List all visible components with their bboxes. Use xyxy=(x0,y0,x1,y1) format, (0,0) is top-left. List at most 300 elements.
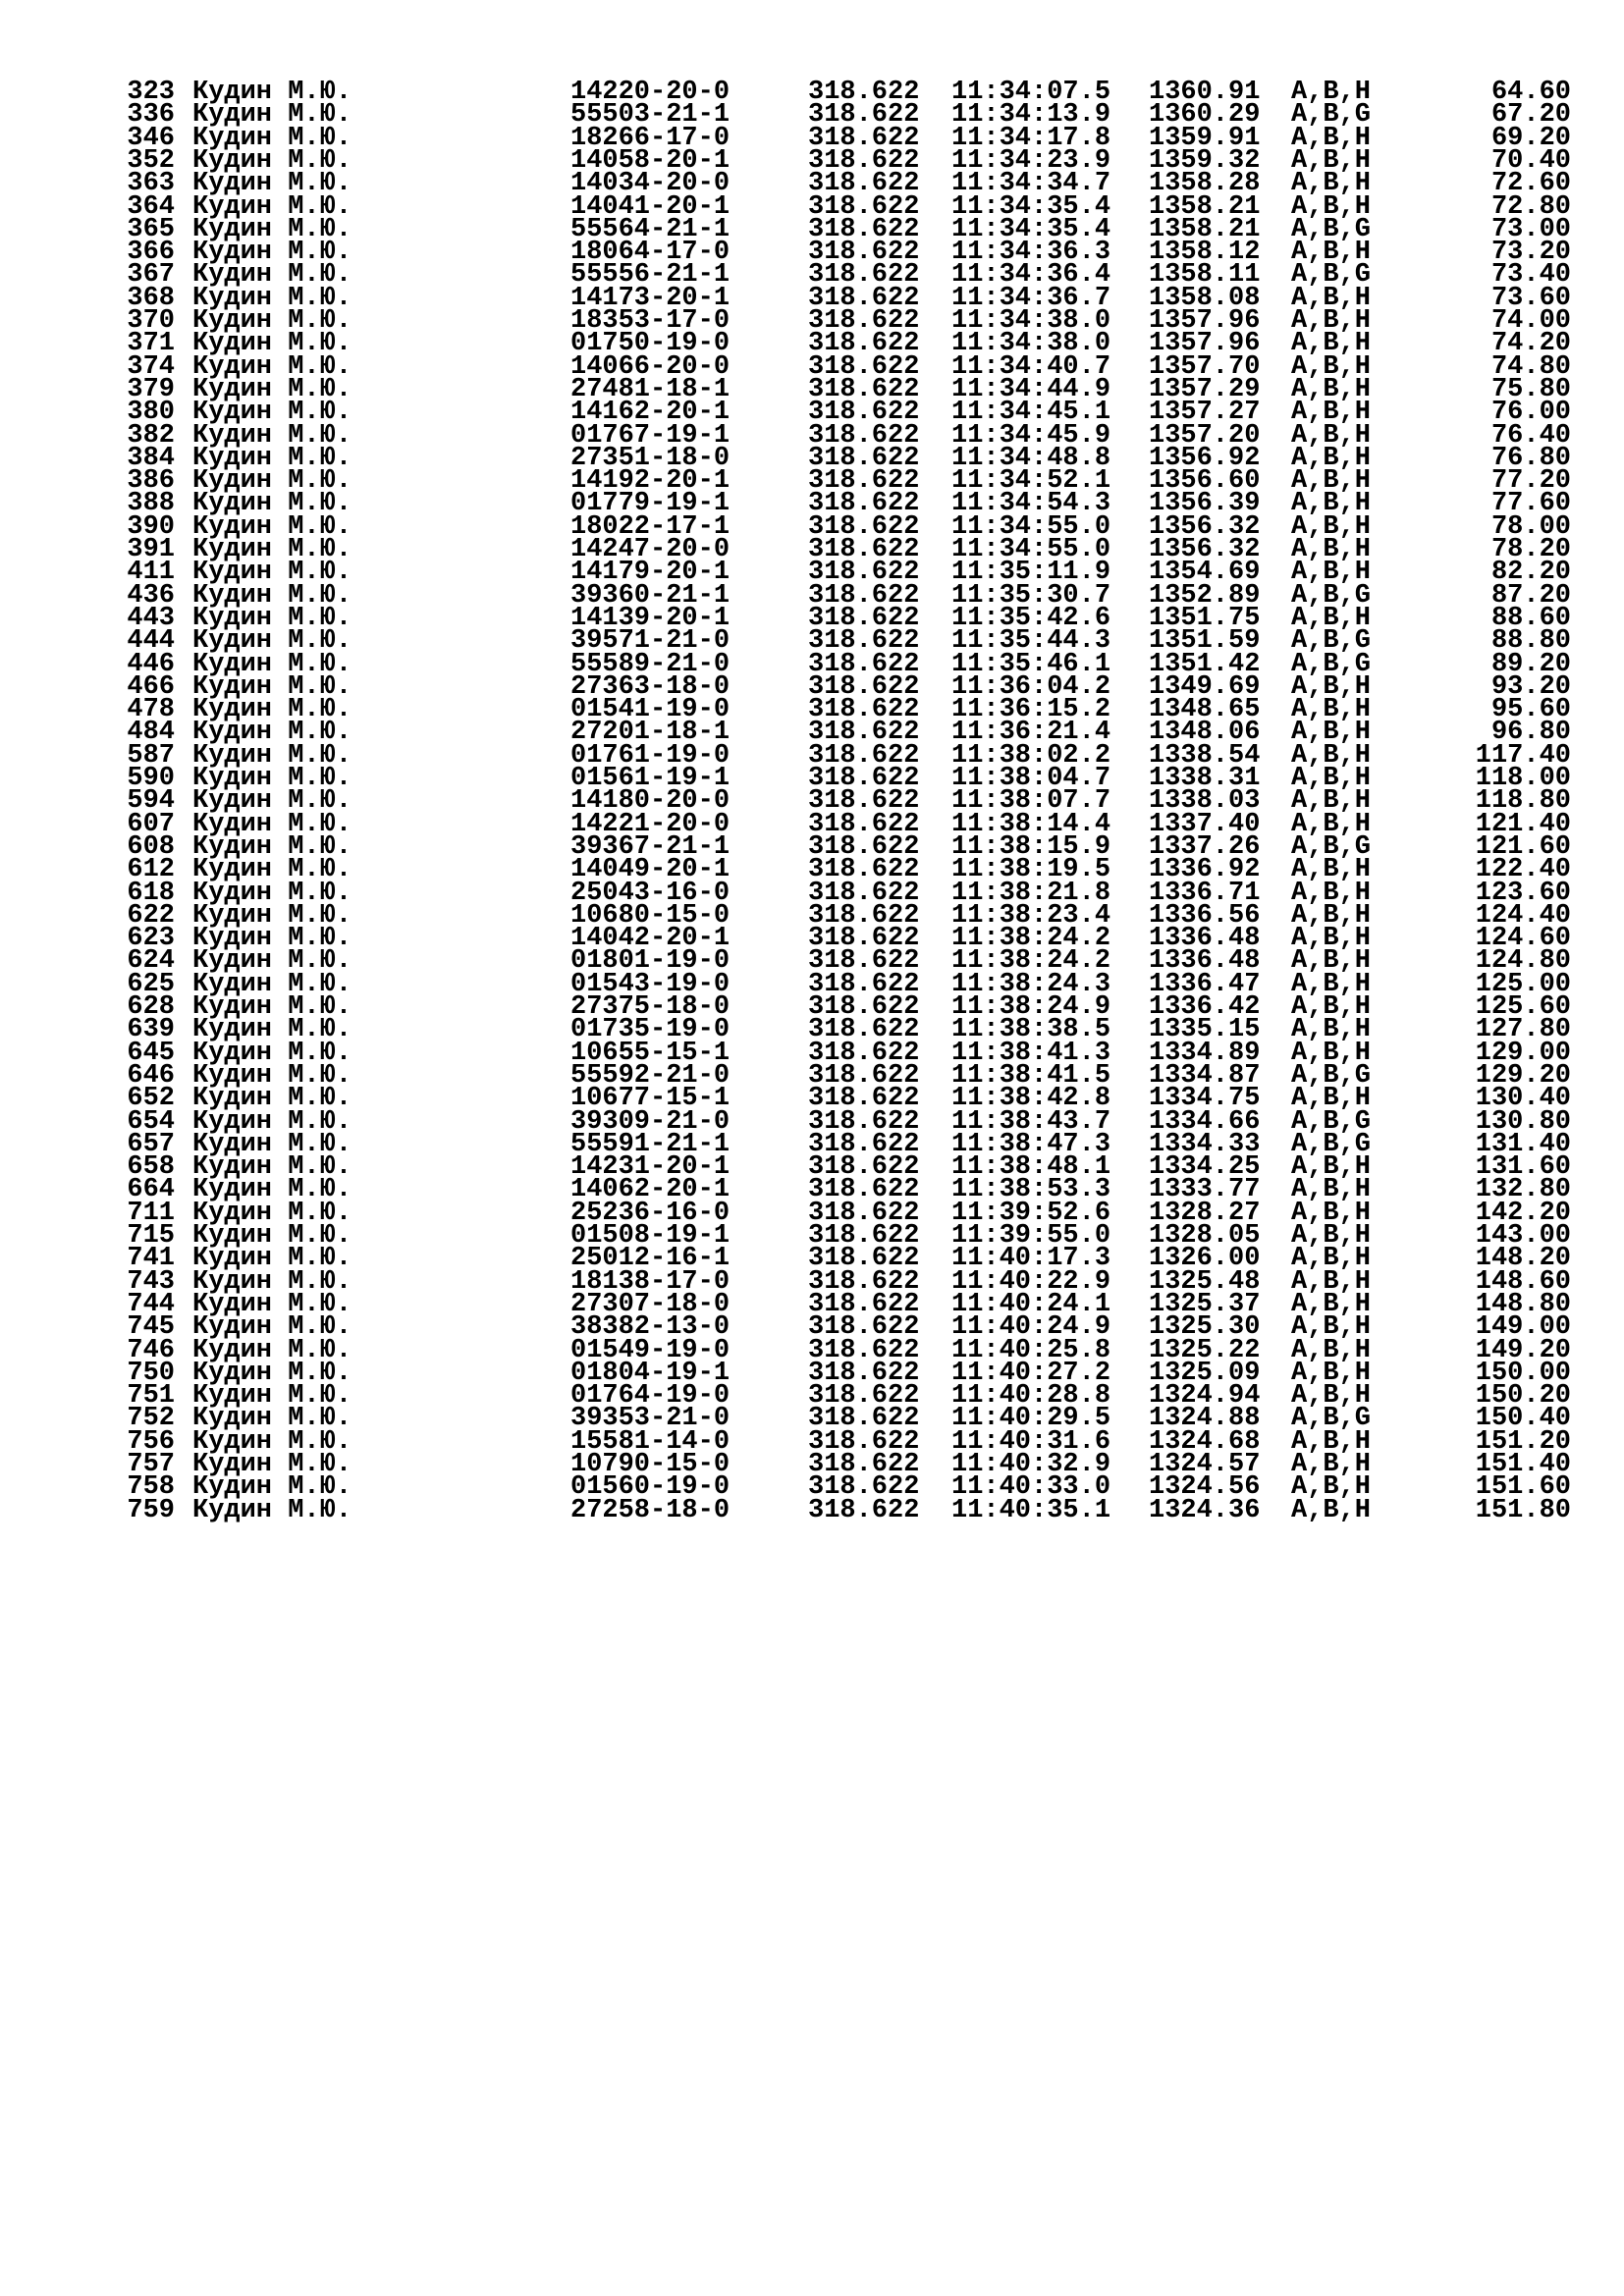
flags: A,B,H xyxy=(1291,1244,1372,1274)
points: 64.60 xyxy=(1490,78,1571,107)
distance: 318.622 xyxy=(808,191,920,222)
entry-number: 758 xyxy=(127,1472,175,1503)
entry-number: 370 xyxy=(127,306,175,336)
flags: A,B,H xyxy=(1291,946,1372,977)
owner-name: Кудин М.Ю. xyxy=(192,100,352,131)
speed: 1324.88 xyxy=(1149,1404,1261,1434)
points: 148.20 xyxy=(1475,1244,1571,1274)
owner-name: Кудин М.Ю. xyxy=(192,489,352,519)
distance: 318.622 xyxy=(808,1106,920,1137)
entry-number: 664 xyxy=(127,1175,175,1205)
entry-number: 436 xyxy=(127,580,175,611)
points: 73.60 xyxy=(1490,283,1571,313)
speed: 1325.30 xyxy=(1149,1312,1261,1343)
bird-id: 39360-21-1 xyxy=(570,580,731,611)
speed: 1336.47 xyxy=(1149,969,1261,999)
entry-number: 594 xyxy=(127,786,175,817)
flags: A,B,H xyxy=(1291,1015,1372,1045)
speed: 1357.20 xyxy=(1149,420,1261,451)
entry-number: 411 xyxy=(127,558,175,588)
owner-name: Кудин М.Ю. xyxy=(192,283,352,313)
points: 130.40 xyxy=(1475,1084,1571,1114)
distance: 318.622 xyxy=(808,1084,920,1114)
bird-id: 14049-20-1 xyxy=(570,855,731,885)
entry-number: 639 xyxy=(127,1015,175,1045)
speed: 1324.94 xyxy=(1149,1381,1261,1412)
owner-name: Кудин М.Ю. xyxy=(192,1106,352,1137)
owner-name: Кудин М.Ю. xyxy=(192,1312,352,1343)
speed: 1348.06 xyxy=(1149,718,1261,748)
points: 143.00 xyxy=(1475,1221,1571,1251)
speed: 1336.48 xyxy=(1149,946,1261,977)
owner-name: Кудин М.Ю. xyxy=(192,855,352,885)
owner-name: Кудин М.Ю. xyxy=(192,740,352,771)
points: 151.80 xyxy=(1475,1495,1571,1525)
owner-name: Кудин М.Ю. xyxy=(192,1335,352,1365)
points: 148.60 xyxy=(1475,1266,1571,1297)
speed: 1328.27 xyxy=(1149,1198,1261,1228)
bird-id: 27351-18-0 xyxy=(570,443,731,473)
flags: A,B,H xyxy=(1291,443,1372,473)
distance: 318.622 xyxy=(808,558,920,588)
arrival-time: 11:39:52.6 xyxy=(951,1198,1111,1228)
arrival-time: 11:38:24.2 xyxy=(951,946,1111,977)
bird-id: 14173-20-1 xyxy=(570,283,731,313)
bird-id: 01560-19-0 xyxy=(570,1472,731,1503)
speed: 1351.75 xyxy=(1149,603,1261,633)
distance: 318.622 xyxy=(808,306,920,336)
distance: 318.622 xyxy=(808,878,920,908)
flags: A,B,H xyxy=(1291,809,1372,839)
bird-id: 25236-16-0 xyxy=(570,1198,731,1228)
bird-id: 55591-21-1 xyxy=(570,1129,731,1159)
speed: 1360.91 xyxy=(1149,78,1261,107)
speed: 1335.15 xyxy=(1149,1015,1261,1045)
speed: 1334.33 xyxy=(1149,1129,1261,1159)
entry-number: 352 xyxy=(127,145,175,176)
bird-id: 14042-20-1 xyxy=(570,924,731,954)
arrival-time: 11:34:38.0 xyxy=(951,329,1111,359)
distance: 318.622 xyxy=(808,1266,920,1297)
arrival-time: 11:40:35.1 xyxy=(951,1495,1111,1525)
points: 82.20 xyxy=(1490,558,1571,588)
points: 78.00 xyxy=(1490,511,1571,542)
owner-name: Кудин М.Ю. xyxy=(192,443,352,473)
entry-number: 658 xyxy=(127,1152,175,1183)
speed: 1334.25 xyxy=(1149,1152,1261,1183)
distance: 318.622 xyxy=(808,580,920,611)
bird-id: 14221-20-0 xyxy=(570,809,731,839)
arrival-time: 11:34:55.0 xyxy=(951,511,1111,542)
points: 131.60 xyxy=(1475,1152,1571,1183)
distance: 318.622 xyxy=(808,489,920,519)
flags: A,B,G xyxy=(1291,1060,1372,1091)
bird-id: 14034-20-0 xyxy=(570,169,731,199)
points: 88.60 xyxy=(1490,603,1571,633)
owner-name: Кудин М.Ю. xyxy=(192,1472,352,1503)
entry-number: 444 xyxy=(127,626,175,657)
flags: A,B,H xyxy=(1291,535,1372,564)
flags: A,B,H xyxy=(1291,718,1372,748)
points: 150.00 xyxy=(1475,1358,1571,1388)
owner-name: Кудин М.Ю. xyxy=(192,466,352,497)
owner-name: Кудин М.Ю. xyxy=(192,603,352,633)
entry-number: 612 xyxy=(127,855,175,885)
points: 76.40 xyxy=(1490,420,1571,451)
owner-name: Кудин М.Ю. xyxy=(192,764,352,793)
owner-name: Кудин М.Ю. xyxy=(192,969,352,999)
flags: A,B,H xyxy=(1291,603,1372,633)
arrival-time: 11:38:14.4 xyxy=(951,809,1111,839)
entry-number: 484 xyxy=(127,718,175,748)
entry-number: 624 xyxy=(127,946,175,977)
arrival-time: 11:40:27.2 xyxy=(951,1358,1111,1388)
points: 124.60 xyxy=(1475,924,1571,954)
speed: 1334.87 xyxy=(1149,1060,1261,1091)
speed: 1337.40 xyxy=(1149,809,1261,839)
points: 73.20 xyxy=(1490,238,1571,268)
bird-id: 25043-16-0 xyxy=(570,878,731,908)
distance: 318.622 xyxy=(808,78,920,107)
arrival-time: 11:38:48.1 xyxy=(951,1152,1111,1183)
flags: A,B,H xyxy=(1291,511,1372,542)
points: 74.00 xyxy=(1490,306,1571,336)
bird-id: 14058-20-1 xyxy=(570,145,731,176)
owner-name: Кудин М.Ю. xyxy=(192,1084,352,1114)
bird-id: 18353-17-0 xyxy=(570,306,731,336)
distance: 318.622 xyxy=(808,924,920,954)
flags: A,B,H xyxy=(1291,1289,1372,1319)
points: 77.60 xyxy=(1490,489,1571,519)
bird-id: 10790-15-0 xyxy=(570,1450,731,1479)
result-row xyxy=(0,1494,1624,1527)
entry-number: 587 xyxy=(127,740,175,771)
arrival-time: 11:35:30.7 xyxy=(951,580,1111,611)
points: 129.20 xyxy=(1475,1060,1571,1091)
arrival-time: 11:38:02.2 xyxy=(951,740,1111,771)
owner-name: Кудин М.Ю. xyxy=(192,671,352,702)
entry-number: 711 xyxy=(127,1198,175,1228)
bird-id: 27363-18-0 xyxy=(570,671,731,702)
bird-id: 14066-20-0 xyxy=(570,351,731,382)
speed: 1325.22 xyxy=(1149,1335,1261,1365)
owner-name: Кудин М.Ю. xyxy=(192,1495,352,1525)
points: 123.60 xyxy=(1475,878,1571,908)
bird-id: 27201-18-1 xyxy=(570,718,731,748)
points: 127.80 xyxy=(1475,1015,1571,1045)
flags: A,B,H xyxy=(1291,466,1372,497)
bird-id: 01779-19-1 xyxy=(570,489,731,519)
points: 73.40 xyxy=(1490,260,1571,291)
arrival-time: 11:38:23.4 xyxy=(951,900,1111,931)
entry-number: 364 xyxy=(127,191,175,222)
bird-id: 14220-20-0 xyxy=(570,78,731,107)
arrival-time: 11:40:29.5 xyxy=(951,1404,1111,1434)
flags: A,B,G xyxy=(1291,1129,1372,1159)
flags: A,B,H xyxy=(1291,1084,1372,1114)
bird-id: 01541-19-0 xyxy=(570,695,731,725)
bird-id: 10655-15-1 xyxy=(570,1038,731,1068)
distance: 318.622 xyxy=(808,695,920,725)
flags: A,B,H xyxy=(1291,855,1372,885)
owner-name: Кудин М.Ю. xyxy=(192,1015,352,1045)
owner-name: Кудин М.Ю. xyxy=(192,1450,352,1479)
arrival-time: 11:35:42.6 xyxy=(951,603,1111,633)
arrival-time: 11:34:44.9 xyxy=(951,374,1111,404)
entry-number: 746 xyxy=(127,1335,175,1365)
distance: 318.622 xyxy=(808,1244,920,1274)
flags: A,B,H xyxy=(1291,740,1372,771)
bird-id: 01543-19-0 xyxy=(570,969,731,999)
bird-id: 14180-20-0 xyxy=(570,786,731,817)
speed: 1334.75 xyxy=(1149,1084,1261,1114)
distance: 318.622 xyxy=(808,1450,920,1479)
distance: 318.622 xyxy=(808,169,920,199)
flags: A,B,H xyxy=(1291,329,1372,359)
owner-name: Кудин М.Ю. xyxy=(192,695,352,725)
speed: 1351.59 xyxy=(1149,626,1261,657)
distance: 318.622 xyxy=(808,1015,920,1045)
arrival-time: 11:34:36.4 xyxy=(951,260,1111,291)
entry-number: 646 xyxy=(127,1060,175,1091)
bird-id: 18138-17-0 xyxy=(570,1266,731,1297)
arrival-time: 11:38:21.8 xyxy=(951,878,1111,908)
flags: A,B,H xyxy=(1291,374,1372,404)
owner-name: Кудин М.Ю. xyxy=(192,831,352,862)
bird-id: 01750-19-0 xyxy=(570,329,731,359)
entry-number: 628 xyxy=(127,992,175,1022)
distance: 318.622 xyxy=(808,946,920,977)
entry-number: 346 xyxy=(127,123,175,153)
distance: 318.622 xyxy=(808,740,920,771)
entry-number: 745 xyxy=(127,1312,175,1343)
bird-id: 01561-19-1 xyxy=(570,764,731,793)
bird-id: 01761-19-0 xyxy=(570,740,731,771)
speed: 1336.42 xyxy=(1149,992,1261,1022)
points: 121.40 xyxy=(1475,809,1571,839)
distance: 318.622 xyxy=(808,1426,920,1457)
arrival-time: 11:34:54.3 xyxy=(951,489,1111,519)
bird-id: 18022-17-1 xyxy=(570,511,731,542)
distance: 318.622 xyxy=(808,718,920,748)
arrival-time: 11:36:21.4 xyxy=(951,718,1111,748)
bird-id: 27481-18-1 xyxy=(570,374,731,404)
flags: A,B,H xyxy=(1291,924,1372,954)
speed: 1351.42 xyxy=(1149,649,1261,679)
owner-name: Кудин М.Ю. xyxy=(192,374,352,404)
flags: A,B,G xyxy=(1291,214,1372,244)
owner-name: Кудин М.Ю. xyxy=(192,992,352,1022)
entry-number: 388 xyxy=(127,489,175,519)
arrival-time: 11:38:15.9 xyxy=(951,831,1111,862)
arrival-time: 11:38:38.5 xyxy=(951,1015,1111,1045)
entry-number: 443 xyxy=(127,603,175,633)
distance: 318.622 xyxy=(808,420,920,451)
owner-name: Кудин М.Ю. xyxy=(192,1129,352,1159)
bird-id: 01764-19-0 xyxy=(570,1381,731,1412)
entry-number: 625 xyxy=(127,969,175,999)
bird-id: 14192-20-1 xyxy=(570,466,731,497)
points: 149.00 xyxy=(1475,1312,1571,1343)
speed: 1324.36 xyxy=(1149,1495,1261,1525)
points: 117.40 xyxy=(1475,740,1571,771)
points: 150.20 xyxy=(1475,1381,1571,1412)
owner-name: Кудин М.Ю. xyxy=(192,1358,352,1388)
arrival-time: 11:38:41.5 xyxy=(951,1060,1111,1091)
bird-id: 55503-21-1 xyxy=(570,100,731,131)
entry-number: 386 xyxy=(127,466,175,497)
speed: 1336.48 xyxy=(1149,924,1261,954)
points: 74.80 xyxy=(1490,351,1571,382)
speed: 1324.57 xyxy=(1149,1450,1261,1479)
owner-name: Кудин М.Ю. xyxy=(192,351,352,382)
points: 122.40 xyxy=(1475,855,1571,885)
points: 88.80 xyxy=(1490,626,1571,657)
flags: A,B,H xyxy=(1291,764,1372,793)
arrival-time: 11:36:15.2 xyxy=(951,695,1111,725)
arrival-time: 11:35:44.3 xyxy=(951,626,1111,657)
distance: 318.622 xyxy=(808,283,920,313)
speed: 1338.54 xyxy=(1149,740,1261,771)
owner-name: Кудин М.Ю. xyxy=(192,191,352,222)
arrival-time: 11:34:07.5 xyxy=(951,78,1111,107)
arrival-time: 11:34:35.4 xyxy=(951,214,1111,244)
owner-name: Кудин М.Ю. xyxy=(192,558,352,588)
points: 132.80 xyxy=(1475,1175,1571,1205)
flags: A,B,H xyxy=(1291,878,1372,908)
arrival-time: 11:34:36.7 xyxy=(951,283,1111,313)
speed: 1357.27 xyxy=(1149,398,1261,428)
entry-number: 623 xyxy=(127,924,175,954)
speed: 1324.56 xyxy=(1149,1472,1261,1503)
speed: 1338.31 xyxy=(1149,764,1261,793)
arrival-time: 11:40:25.8 xyxy=(951,1335,1111,1365)
arrival-time: 11:40:32.9 xyxy=(951,1450,1111,1479)
distance: 318.622 xyxy=(808,671,920,702)
arrival-time: 11:40:28.8 xyxy=(951,1381,1111,1412)
speed: 1326.00 xyxy=(1149,1244,1261,1274)
speed: 1354.69 xyxy=(1149,558,1261,588)
flags: A,B,H xyxy=(1291,123,1372,153)
speed: 1357.29 xyxy=(1149,374,1261,404)
speed: 1325.09 xyxy=(1149,1358,1261,1388)
flags: A,B,H xyxy=(1291,1335,1372,1365)
points: 142.20 xyxy=(1475,1198,1571,1228)
arrival-time: 11:34:48.8 xyxy=(951,443,1111,473)
points: 67.20 xyxy=(1490,100,1571,131)
speed: 1325.37 xyxy=(1149,1289,1261,1319)
arrival-time: 11:34:34.7 xyxy=(951,169,1111,199)
flags: A,B,H xyxy=(1291,1175,1372,1205)
owner-name: Кудин М.Ю. xyxy=(192,78,352,107)
owner-name: Кудин М.Ю. xyxy=(192,1244,352,1274)
flags: A,B,H xyxy=(1291,1266,1372,1297)
distance: 318.622 xyxy=(808,238,920,268)
speed: 1356.60 xyxy=(1149,466,1261,497)
bird-id: 10677-15-1 xyxy=(570,1084,731,1114)
owner-name: Кудин М.Ю. xyxy=(192,123,352,153)
flags: A,B,H xyxy=(1291,1358,1372,1388)
entry-number: 607 xyxy=(127,809,175,839)
flags: A,B,G xyxy=(1291,831,1372,862)
distance: 318.622 xyxy=(808,123,920,153)
entry-number: 654 xyxy=(127,1106,175,1137)
bird-id: 14231-20-1 xyxy=(570,1152,731,1183)
points: 121.60 xyxy=(1475,831,1571,862)
distance: 318.622 xyxy=(808,329,920,359)
owner-name: Кудин М.Ю. xyxy=(192,878,352,908)
arrival-time: 11:34:38.0 xyxy=(951,306,1111,336)
distance: 318.622 xyxy=(808,1335,920,1365)
entry-number: 744 xyxy=(127,1289,175,1319)
entry-number: 367 xyxy=(127,260,175,291)
speed: 1334.66 xyxy=(1149,1106,1261,1137)
entry-number: 478 xyxy=(127,695,175,725)
speed: 1349.69 xyxy=(1149,671,1261,702)
points: 125.60 xyxy=(1475,992,1571,1022)
flags: A,B,H xyxy=(1291,191,1372,222)
flags: A,B,H xyxy=(1291,1495,1372,1525)
arrival-time: 11:35:46.1 xyxy=(951,649,1111,679)
arrival-time: 11:40:24.1 xyxy=(951,1289,1111,1319)
entry-number: 380 xyxy=(127,398,175,428)
points: 130.80 xyxy=(1475,1106,1571,1137)
flags: A,B,G xyxy=(1291,1106,1372,1137)
distance: 318.622 xyxy=(808,855,920,885)
points: 151.60 xyxy=(1475,1472,1571,1503)
flags: A,B,H xyxy=(1291,78,1372,107)
distance: 318.622 xyxy=(808,626,920,657)
distance: 318.622 xyxy=(808,764,920,793)
distance: 318.622 xyxy=(808,992,920,1022)
points: 148.80 xyxy=(1475,1289,1571,1319)
owner-name: Кудин М.Ю. xyxy=(192,1404,352,1434)
distance: 318.622 xyxy=(808,969,920,999)
owner-name: Кудин М.Ю. xyxy=(192,786,352,817)
points: 72.60 xyxy=(1490,169,1571,199)
flags: A,B,H xyxy=(1291,351,1372,382)
distance: 318.622 xyxy=(808,443,920,473)
entry-number: 759 xyxy=(127,1495,175,1525)
points: 131.40 xyxy=(1475,1129,1571,1159)
arrival-time: 11:34:45.1 xyxy=(951,398,1111,428)
flags: A,B,H xyxy=(1291,900,1372,931)
flags: A,B,H xyxy=(1291,786,1372,817)
distance: 318.622 xyxy=(808,1221,920,1251)
distance: 318.622 xyxy=(808,1129,920,1159)
speed: 1358.12 xyxy=(1149,238,1261,268)
speed: 1333.77 xyxy=(1149,1175,1261,1205)
flags: A,B,H xyxy=(1291,1472,1372,1503)
points: 125.00 xyxy=(1475,969,1571,999)
entry-number: 323 xyxy=(127,78,175,107)
owner-name: Кудин М.Ю. xyxy=(192,924,352,954)
flags: A,B,H xyxy=(1291,306,1372,336)
points: 93.20 xyxy=(1490,671,1571,702)
entry-number: 590 xyxy=(127,764,175,793)
owner-name: Кудин М.Ю. xyxy=(192,329,352,359)
flags: A,B,H xyxy=(1291,1450,1372,1479)
distance: 318.622 xyxy=(808,831,920,862)
flags: A,B,H xyxy=(1291,1221,1372,1251)
speed: 1352.89 xyxy=(1149,580,1261,611)
entry-number: 466 xyxy=(127,671,175,702)
entry-number: 371 xyxy=(127,329,175,359)
arrival-time: 11:38:24.3 xyxy=(951,969,1111,999)
bird-id: 10680-15-0 xyxy=(570,900,731,931)
flags: A,B,H xyxy=(1291,238,1372,268)
flags: A,B,G xyxy=(1291,626,1372,657)
